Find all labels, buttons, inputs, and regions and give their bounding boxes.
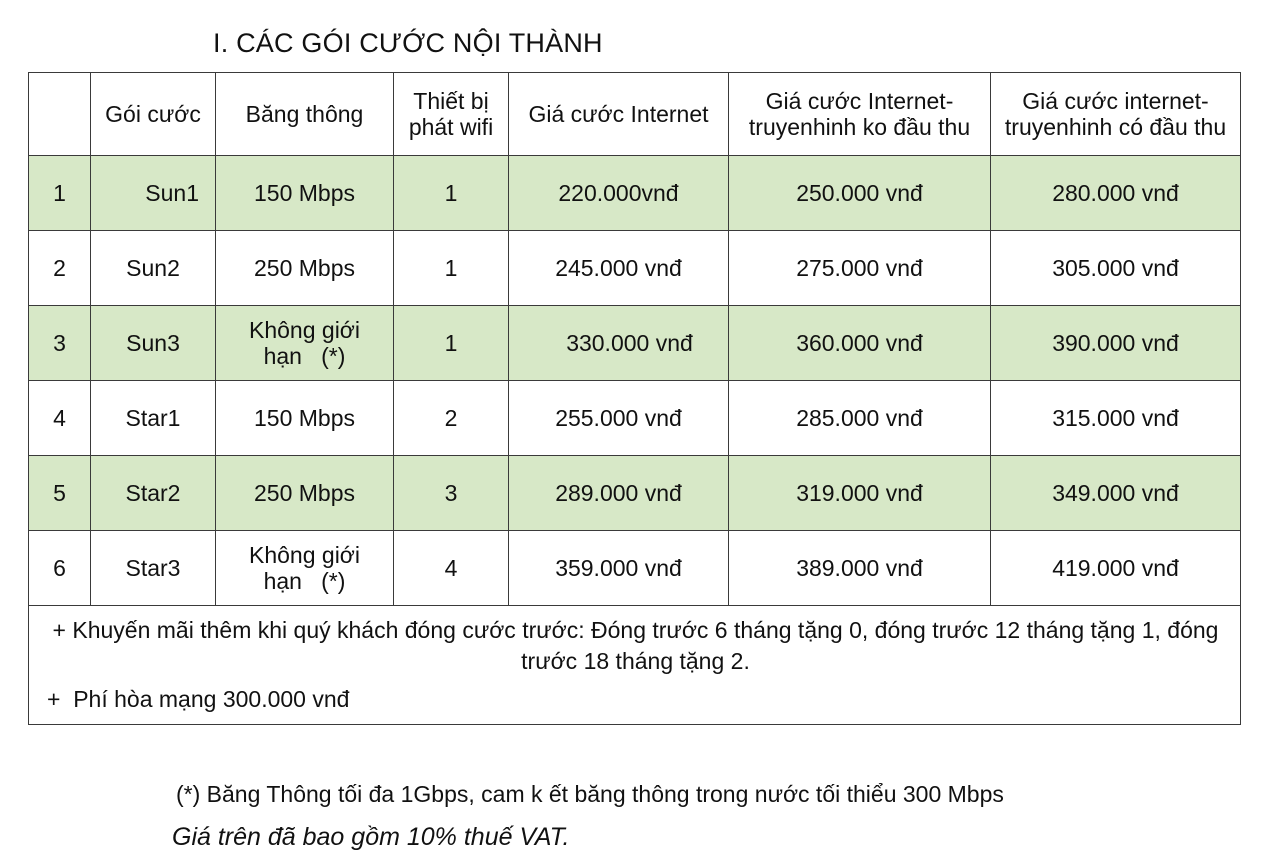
row-tv-no-box-price: 319.000 vnđ bbox=[729, 456, 991, 531]
row-tv-no-box-price: 389.000 vnđ bbox=[729, 531, 991, 606]
header-wifi-line2: phát wifi bbox=[408, 114, 494, 140]
table-row bbox=[29, 456, 1241, 531]
row-index: 4 bbox=[29, 381, 91, 456]
row-tv-no-box-price: 275.000 vnđ bbox=[729, 231, 991, 306]
row-bandwidth bbox=[216, 456, 394, 531]
bandwidth-line1: 150 Mbps bbox=[253, 405, 355, 431]
row-package: Sun3 bbox=[91, 306, 216, 381]
table-row bbox=[29, 306, 1241, 381]
header-package: Gói cước bbox=[91, 73, 216, 156]
bandwidth-line1: 150 Mbps bbox=[253, 180, 355, 206]
row-internet-price: 245.000 vnđ bbox=[509, 231, 729, 306]
header-tv-no-box-line1: Giá cước Internet- bbox=[765, 88, 954, 114]
header-tv-no-box-line2: truyenhinh ko đầu thu bbox=[748, 114, 971, 140]
row-internet-price: 255.000 vnđ bbox=[509, 381, 729, 456]
header-tv-box-line2: truyenhinh có đầu thu bbox=[1004, 114, 1227, 140]
header-wifi-device bbox=[394, 73, 509, 156]
row-index: 5 bbox=[29, 456, 91, 531]
row-package: Star2 bbox=[91, 456, 216, 531]
table-row bbox=[29, 531, 1241, 606]
pricing-table bbox=[28, 72, 1241, 725]
table-row bbox=[29, 156, 1241, 231]
header-internet-price: Giá cước Internet bbox=[509, 73, 729, 156]
row-package: Star3 bbox=[91, 531, 216, 606]
row-index: 3 bbox=[29, 306, 91, 381]
row-tv-no-box-price: 250.000 vnđ bbox=[729, 156, 991, 231]
row-tv-box-price: 390.000 vnđ bbox=[991, 306, 1241, 381]
connection-fee-note: + Phí hòa mạng 300.000 vnđ bbox=[47, 686, 350, 712]
row-index: 6 bbox=[29, 531, 91, 606]
header-tv-box-line1: Giá cước internet- bbox=[1022, 88, 1209, 114]
row-wifi: 3 bbox=[394, 456, 509, 531]
header-wifi-line1: Thiết bị bbox=[413, 88, 489, 114]
row-wifi: 2 bbox=[394, 381, 509, 456]
row-wifi: 1 bbox=[394, 156, 509, 231]
bandwidth-line1: 250 Mbps bbox=[253, 255, 355, 281]
bandwidth-line1: 250 Mbps bbox=[253, 480, 355, 506]
header-tv-box-price bbox=[991, 73, 1241, 156]
row-internet-price: 289.000 vnđ bbox=[509, 456, 729, 531]
bandwidth-line1: Không giới bbox=[249, 317, 360, 343]
row-internet-price: 330.000 vnđ bbox=[509, 306, 729, 381]
page-title: I. CÁC GÓI CƯỚC NỘI THÀNH bbox=[213, 28, 603, 58]
row-tv-box-price: 280.000 vnđ bbox=[991, 156, 1241, 231]
row-wifi: 1 bbox=[394, 306, 509, 381]
bandwidth-line2: hạn (*) bbox=[263, 568, 346, 594]
vat-note: Giá trên đã bao gồm 10% thuế VAT. bbox=[172, 823, 570, 851]
row-package: Sun1 bbox=[91, 156, 216, 231]
row-tv-no-box-price: 285.000 vnđ bbox=[729, 381, 991, 456]
row-bandwidth bbox=[216, 306, 394, 381]
table-row bbox=[29, 381, 1241, 456]
notes-row bbox=[29, 606, 1241, 725]
row-package: Star1 bbox=[91, 381, 216, 456]
promo-note: + Khuyến mãi thêm khi quý khách đóng cước trước: Đóng trước 6 tháng tặng 0, đóng trước 12 tháng tặng 1, đóng trước 18 tháng tặng 2. bbox=[52, 617, 1219, 674]
bandwidth-line1: Không giới bbox=[249, 542, 360, 568]
row-bandwidth bbox=[216, 531, 394, 606]
row-tv-box-price: 315.000 vnđ bbox=[991, 381, 1241, 456]
row-internet-price: 359.000 vnđ bbox=[509, 531, 729, 606]
row-wifi: 1 bbox=[394, 231, 509, 306]
row-package: Sun2 bbox=[91, 231, 216, 306]
row-wifi: 4 bbox=[394, 531, 509, 606]
row-bandwidth bbox=[216, 381, 394, 456]
row-bandwidth bbox=[216, 156, 394, 231]
row-tv-no-box-price: 360.000 vnđ bbox=[729, 306, 991, 381]
header-index bbox=[29, 73, 91, 156]
row-tv-box-price: 419.000 vnđ bbox=[991, 531, 1241, 606]
row-tv-box-price: 305.000 vnđ bbox=[991, 231, 1241, 306]
table-header-row bbox=[29, 73, 1241, 156]
bandwidth-line2: hạn (*) bbox=[263, 343, 346, 369]
row-internet-price: 220.000vnđ bbox=[509, 156, 729, 231]
row-bandwidth bbox=[216, 231, 394, 306]
row-tv-box-price: 349.000 vnđ bbox=[991, 456, 1241, 531]
row-index: 1 bbox=[29, 156, 91, 231]
row-index: 2 bbox=[29, 231, 91, 306]
notes-cell bbox=[29, 606, 1241, 725]
header-tv-no-box-price bbox=[729, 73, 991, 156]
header-bandwidth: Băng thông bbox=[216, 73, 394, 156]
table-row bbox=[29, 231, 1241, 306]
bandwidth-footnote: (*) Băng Thông tối đa 1Gbps, cam k ết băng thông trong nước tối thiểu 300 Mbps bbox=[176, 781, 1004, 807]
